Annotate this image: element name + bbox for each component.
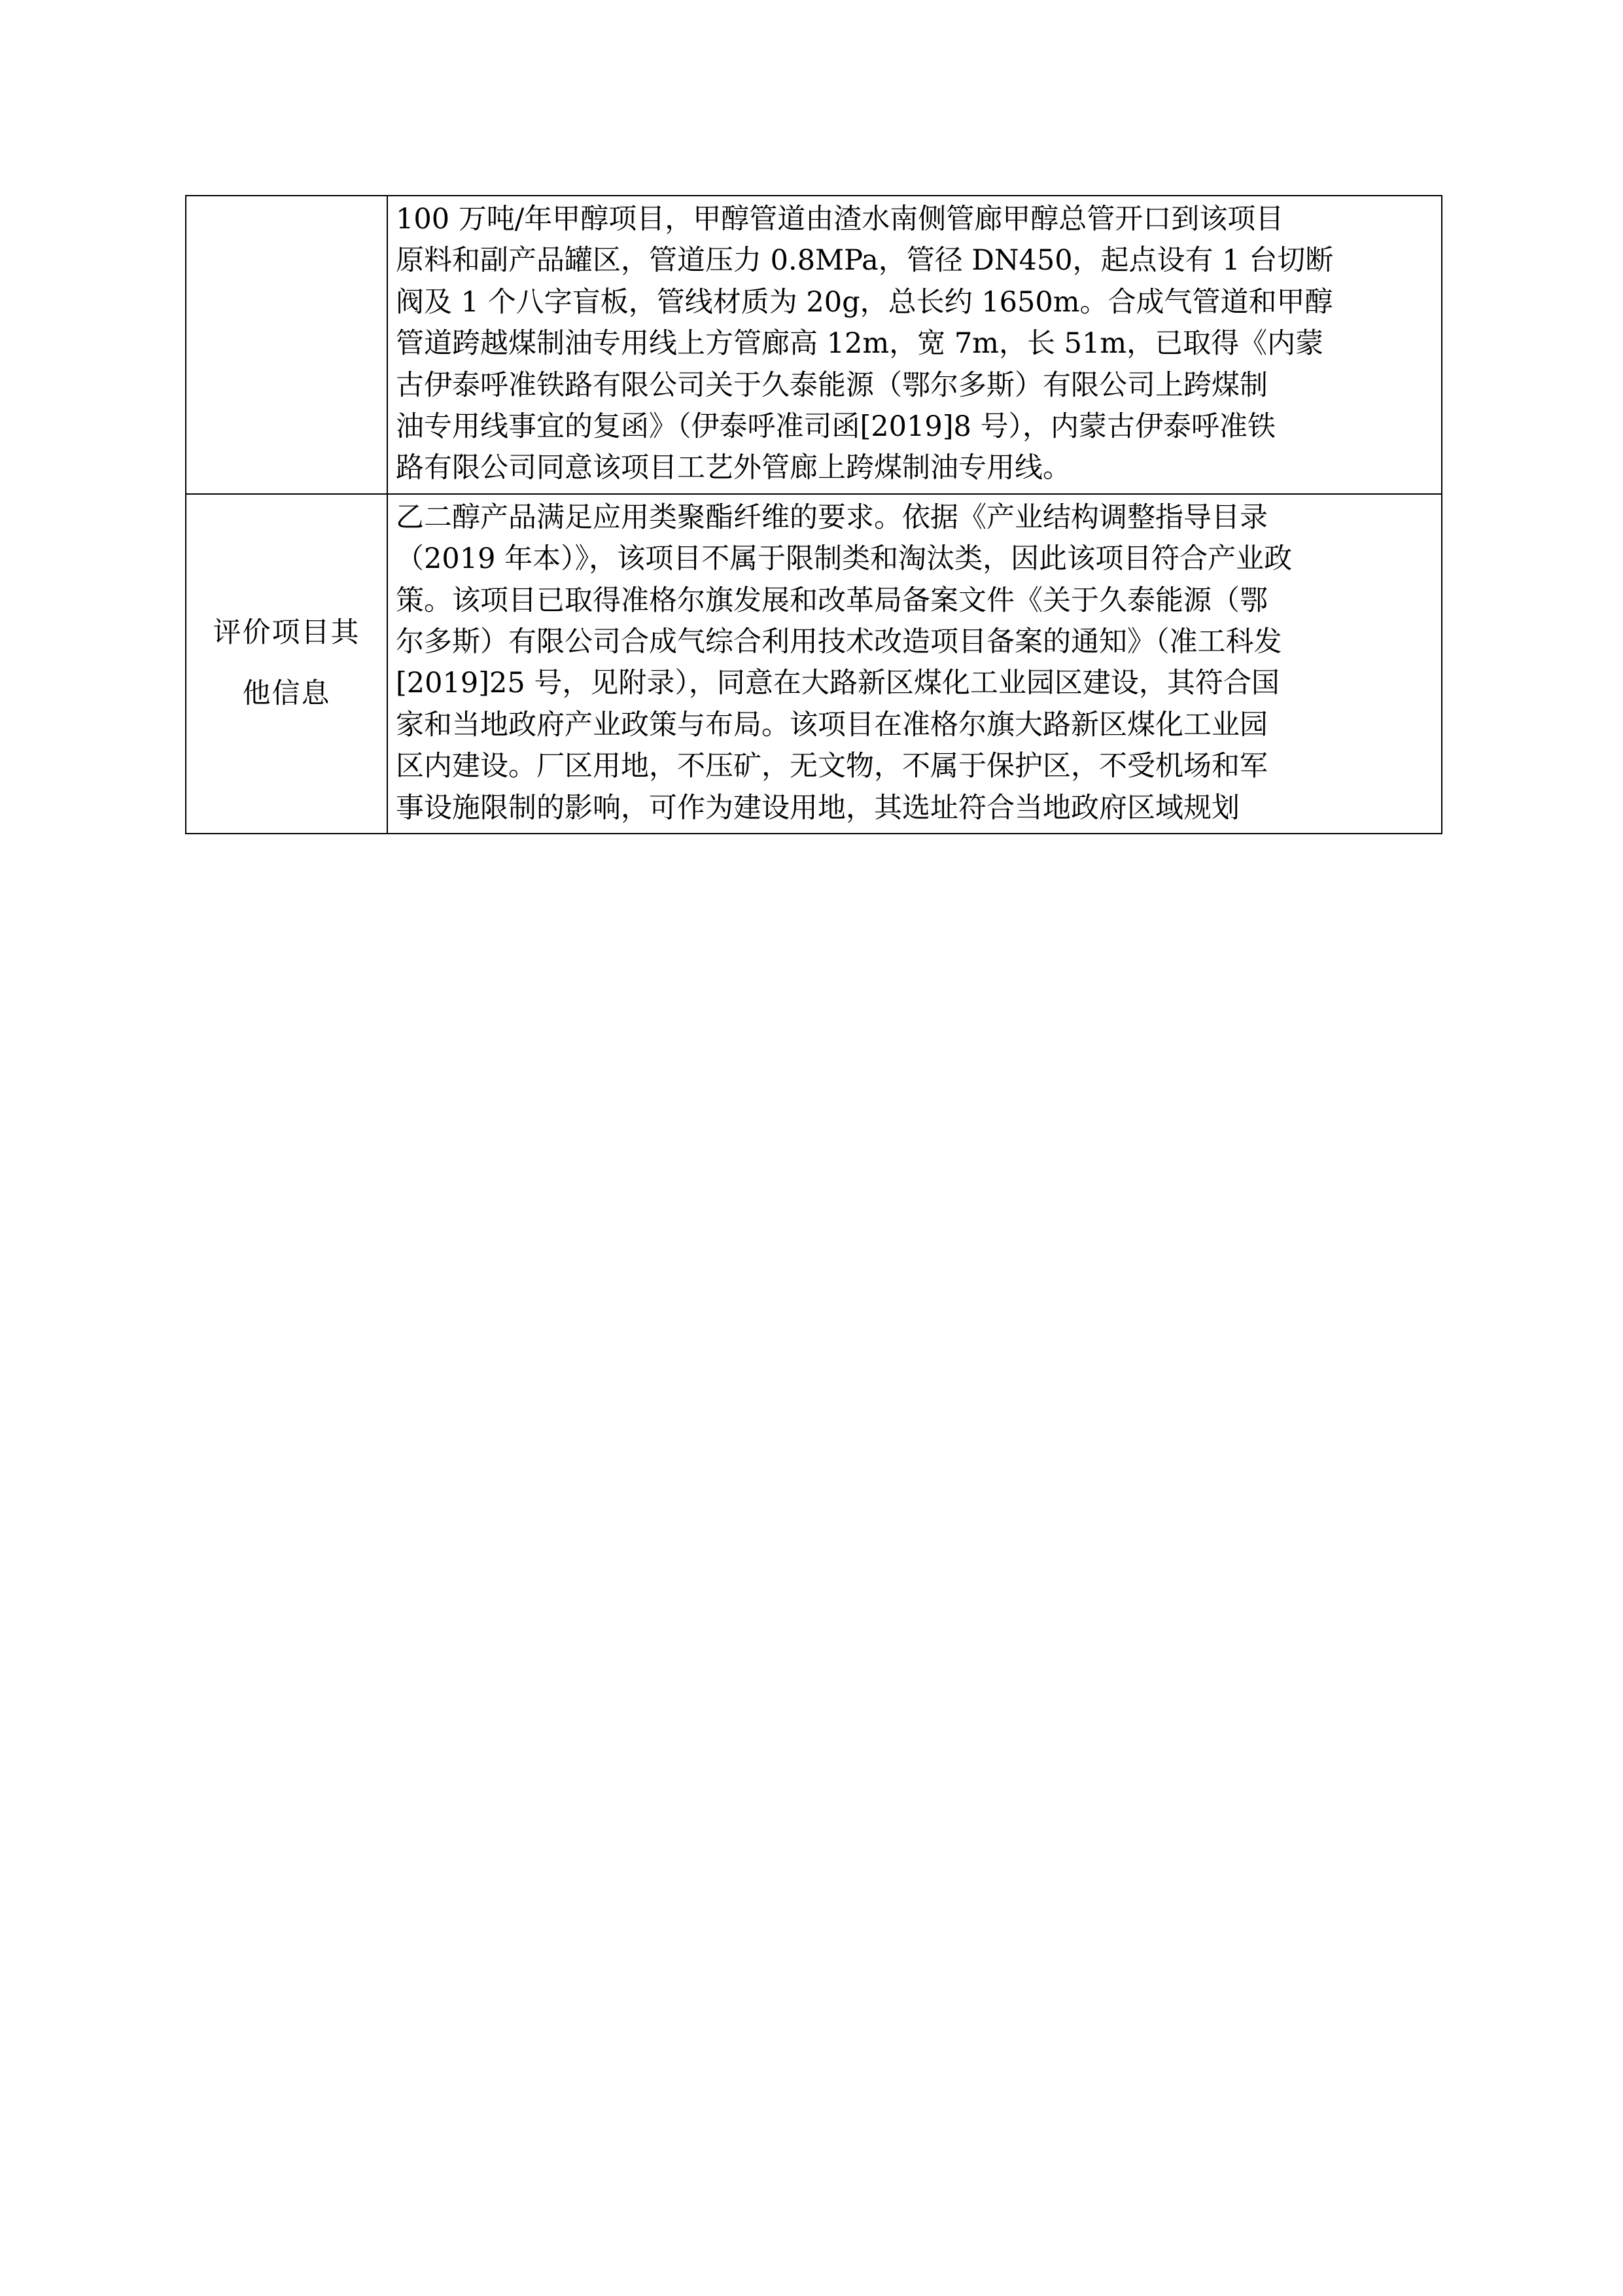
row-label (186, 603, 387, 724)
table-row (186, 494, 1442, 834)
text-line: 古伊泰呼准铁路有限公司关于久泰能源（鄂尔多斯）有限公司上跨煤制 (396, 368, 1268, 402)
text-line: 事设施限制的影响，可作为建设用地，其选址符合当地政府区域规划 (396, 791, 1240, 824)
text-line: 路有限公司同意该项目工艺外管廊上跨煤制油专用线。 (396, 451, 1071, 485)
text-line: 策。该项目已取得准格尔旗发展和改革局备案文件《关于久泰能源（鄂 (396, 584, 1268, 617)
text-line: 原料和副产品罐区，管道压力 0.8MPa，管径 DN450，起点设有 1 台切断 (396, 244, 1334, 277)
info-table (185, 195, 1442, 834)
label-line: 评价项目其 (213, 616, 360, 650)
other-info-text (388, 495, 1441, 833)
row-content-cell (387, 494, 1442, 834)
pipeline-description-text (388, 196, 1441, 493)
row-content-cell (387, 196, 1442, 494)
row-label-cell (186, 494, 387, 834)
text-line: （2019 年本）》，该项目不属于限制类和淘汰类，因此该项目符合产业政 (396, 542, 1293, 576)
text-line: 家和当地政府产业政策与布局。该项目在准格尔旗大路新区煤化工业园 (396, 708, 1268, 741)
text-line: 管道跨越煤制油专用线上方管廊高 12m，宽 7m，长 51m，已取得《内蒙 (396, 327, 1324, 361)
text-line: 尔多斯）有限公司合成气综合利用技术改造项目备案的通知》（准工科发 (396, 626, 1282, 659)
text-line: 乙二醇产品满足应用类聚酯纤维的要求。依据《产业结构调整指导目录 (396, 501, 1268, 534)
table-row (186, 196, 1442, 494)
text-line: [2019]25 号，见附录），同意在大路新区煤化工业园区建设，其符合国 (396, 667, 1280, 700)
text-line: 阀及 1 个八字盲板，管线材质为 20g，总长约 1650m。合成气管道和甲醇 (396, 285, 1333, 319)
text-line: 100 万吨/年甲醇项目，甲醇管道由渣水南侧管廊甲醇总管开口到该项目 (396, 203, 1284, 236)
label-line: 他信息 (242, 677, 331, 711)
row-label-cell (186, 196, 387, 494)
text-line: 区内建设。厂区用地，不压矿，无文物，不属于保护区，不受机场和军 (396, 750, 1268, 783)
text-line: 油专用线事宜的复函》（伊泰呼准司函[2019]8 号），内蒙古伊泰呼准铁 (396, 410, 1276, 444)
